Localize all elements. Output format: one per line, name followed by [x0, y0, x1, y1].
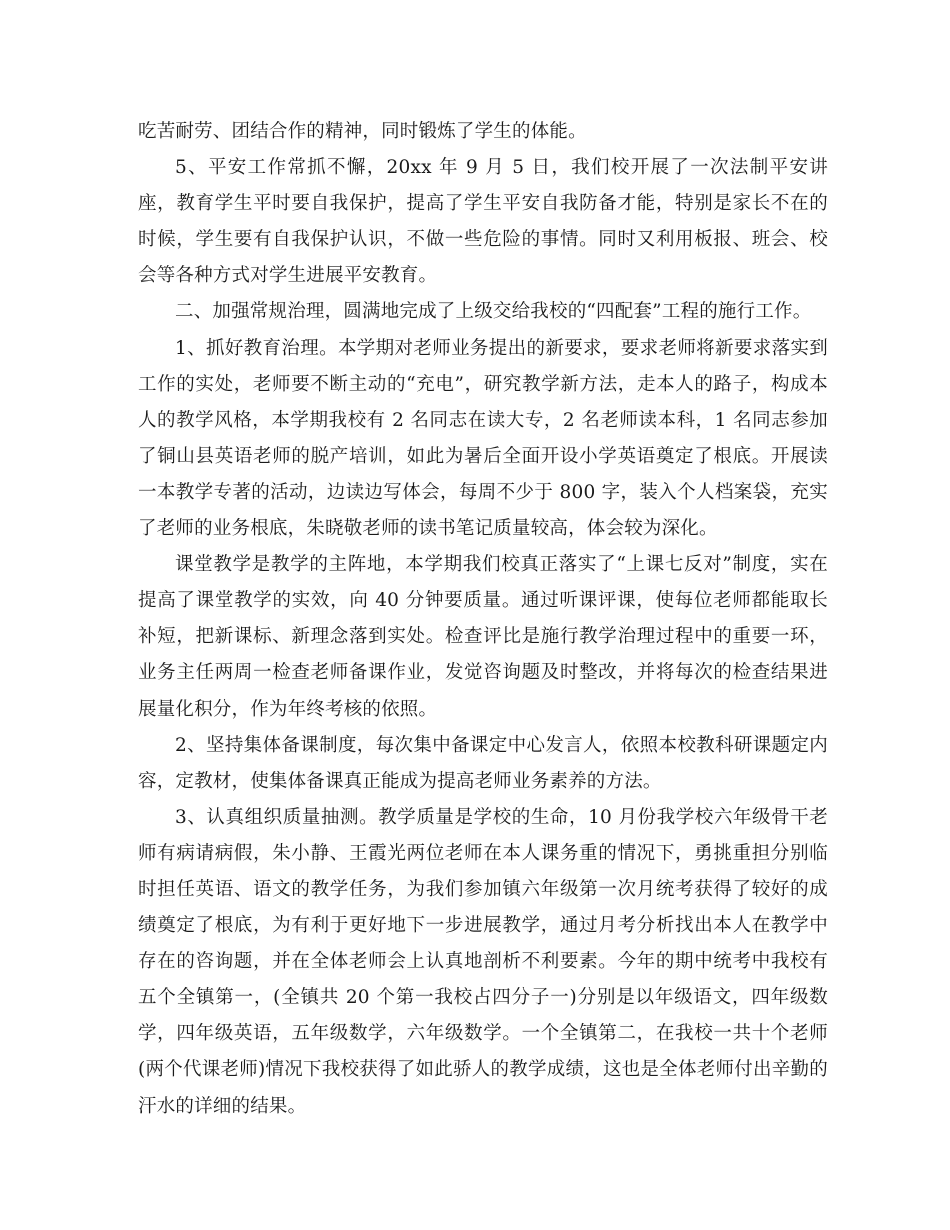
paragraph-2: 5、平安工作常抓不懈，20xx 年 9 月 5 日，我们校开展了一次法制平安讲座，教育学生平时要自我保护，提高了学生平安自我防备才能，特别是家长不在的时候，学生要有自我保护认识，不做一些危险的事情。同时又利用板报、班会、校会等各种方式对学生进展平安教育。	[138, 157, 828, 287]
paragraph-6: 2、坚持集体备课制度，每次集中备课定中心发言人，依照本校教科研课题定内容，定教材，使集体备课真正能成为提高老师业务素养的方法。	[138, 734, 828, 792]
paragraph-1: 吃苦耐劳、团结合作的精神，同时锻炼了学生的体能。	[138, 121, 587, 142]
paragraph-3: 二、加强常规治理，圆满地完成了上级交给我校的“四配套”工程的施行工作。	[175, 301, 812, 323]
paragraph-5: 课堂教学是教学的主阵地，本学期我们校真正落实了“上课七反对”制度，实在提高了课堂教学的实效，向 40 分钟要质量。通过听课评课，使每位老师都能取长补短，把新课标、新理念落到实处。检查评比是施行教学治理过程中的重要一环，业务主任两周一检查老师备课作业，发觉咨询题及时整改，并将每次的检查结果进展量化积分，作为年终考核的依照。	[138, 554, 828, 720]
paragraph-4: 1、抓好教育治理。本学期对老师业务提出的新要求，要求老师将新要求落实到工作的实处，老师要不断主动的“充电”，研究教学新方法，走本人的路子，构成本人的教学风格，本学期我校有 2 名同志在读大专，2 名老师读本科，1 名同志参加了铜山县英语老师的脱产培训，如此为暑后全面开设小学英语奠定了根底。开展读一本教学专著的活动，边读边写体会，每周不少于 800 字，装入个人档案袋，充实了老师的业务根底，朱晓敬老师的读书笔记质量较高，体会较为深化。	[138, 337, 828, 540]
paragraph-7: 3、认真组织质量抽测。教学质量是学校的生命，10 月份我学校六年级骨干老师有病请病假，朱小静、王霞光两位老师在本人课务重的情况下，勇挑重担分别临时担任英语、语文的教学任务，为我们参加镇六年级第一次月统考获得了较好的成绩奠定了根底，为有利于更好地下一步进展教学，通过月考分析找出本人在教学中存在的咨询题，并在全体老师会上认真地剖析不利要素。今年的期中统考中我校有五个全镇第一，(全镇共 20 个第一我校占四分子一)分别是以年级语文，四年级数学，四年级英语，五年级数学，六年级数学。一个全镇第二，在我校一共十个老师(两个代课老师)情况下我校获得了如此骄人的教学成绩，这也是全体老师付出辛勤的汗水的详细的结果。	[138, 806, 828, 1117]
document-page	[138, 114, 828, 1125]
